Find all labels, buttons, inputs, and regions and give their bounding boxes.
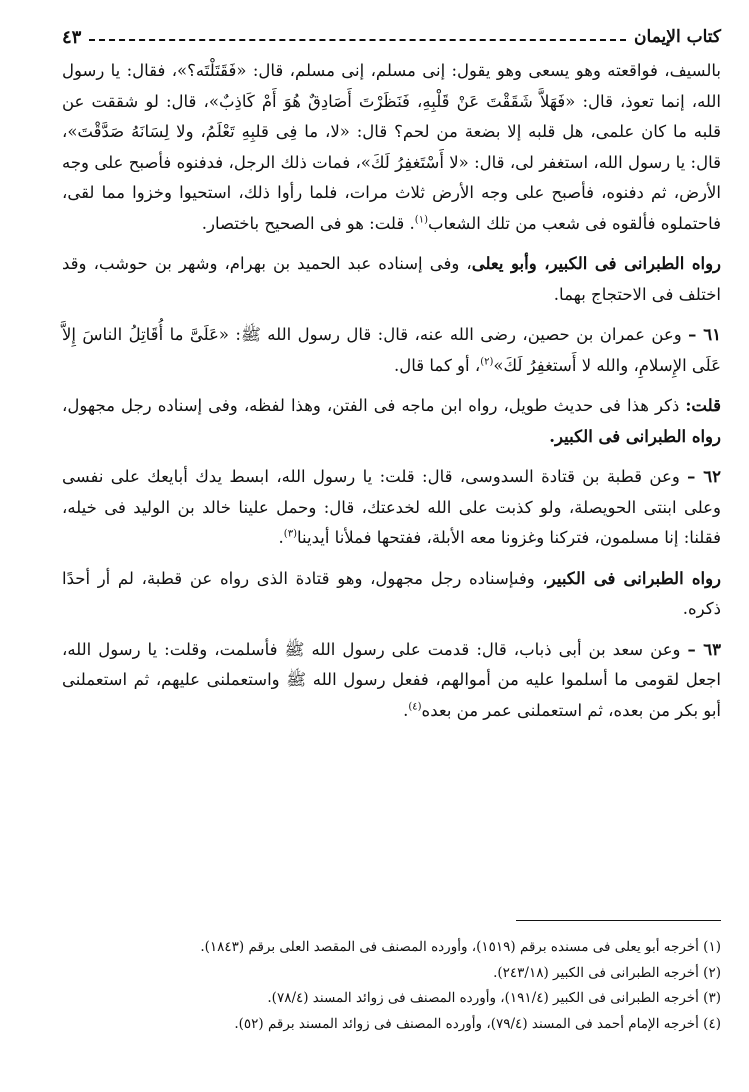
book-page (62, 22, 721, 1072)
commentary-label: قلت: (685, 396, 721, 415)
paragraph-text: وعن قطبة بن قتادة السدوسى، قال: قلت: يا رسول الله، ابسط يدك أبايعك على نفسى وعلى ابنتى الحويصلة، ولو كذبت على الله لخدعتك، قال: وحمل علينا خالد بن الوليد فى خيله، فقلنا: إنا مسلمون، فتركنا وغزونا معه الأبلة، ففتحها فملأنا أيدينا (62, 467, 721, 547)
paragraph-tail: . (278, 528, 284, 547)
paragraph-source-note (62, 564, 721, 625)
page-number: ٤٣ (62, 26, 82, 48)
hadith-number: ٦١ – (688, 325, 722, 344)
paragraph-source-note (62, 249, 721, 310)
paragraph-tail: ، أو كما قال. (394, 355, 481, 375)
book-title: كتاب الإيمان (634, 27, 721, 47)
footnote-separator (516, 920, 721, 921)
hadith-number: ٦٣ – (687, 639, 721, 659)
footnote: (٤) أخرجه الإمام أحمد فى المسند (٧٩/٤)، وأورده المصنف فى زوائد المسند برقم (٥٢). (234, 1015, 721, 1032)
running-header (62, 22, 721, 52)
footnote: (٣) أخرجه الطبرانى فى الكبير (١٩١/٤)، وأورده المصنف فى زوائد المسند (٧٨/٤). (267, 990, 721, 1006)
source-attribution: رواه الطبرانى فى الكبير، وأبو يعلى (471, 254, 722, 273)
paragraph-text: بالسيف، فواقعته وهو يسعى وهو يقول: إنى مسلم، إنى مسلم، قال: «فَقَتَلْتَه؟»، فقال: يا رسول الله، إنما تعوذ، قال: «فَهَلاَّ شَقَقْتَ عَنْ قَلْبِهِ، فَنَظَرْتَ أَصَادِقٌ هُوَ أَمْ كَاذِبٌ»، قال: لو شققت عن قلبه ما كان علمى، هل قلبه إلا بضعة من لحم؟ قال: «لا، ما فِى قلبِهِ تَعْلَمُ، ولا لِسَانَهُ صَدَّقْتَ»، قال: يا رسول الله، استغفر لى، قال: «لا أَسْتَغفِرُ لَكَ»، فمات ذلك الرجل، فدفنوه فأصبح على وجه الأرض، ثم دفنوه، فأصبح على وجه الأرض ثلاث مرات، فلما رأوا ذلك، استحيوا وخزوا مما لقى، فاحتملوه فألقوه فى شعب من تلك الشعاب (62, 61, 721, 233)
source-attribution: رواه الطبرانى فى الكبير (547, 568, 722, 588)
footnote-marker: (١) (414, 214, 428, 225)
paragraph-text: ، وفى إسناده عبد الحميد بن بهرام، وشهر بن حوشب، وقد اختلف فى الاحتجاج بهما. (62, 254, 721, 304)
footnote-marker: (٣) (283, 528, 297, 540)
header-dashed-rule (89, 39, 626, 41)
footnote-marker: (٤) (408, 701, 422, 712)
paragraph-hadith-62 (62, 462, 721, 554)
footnote-marker: (٢) (480, 356, 494, 367)
paragraph-text: وعن عمران بن حصين، رضى الله عنه، قال: قال رسول الله ﷺ: «عَلَىَّ ما أُقَاتِلُ الناسَ إِلاَّ عَلَى الإِسلامِ، والله لا أَستغفِرُ لَكَ» (62, 325, 721, 375)
paragraph-text: ذكر هذا فى حديث طويل، رواه ابن ماجه فى الفتن، وهذا لفظه، وفى إسناده رجل مجهول، (62, 396, 686, 415)
paragraph-text: وعن سعد بن أبى ذباب، قال: قدمت على رسول الله ﷺ فأسلمت، وقلت: يا رسول الله، اجعل لقومى ما أسلموا عليه من أموالهم، ففعل رسول الله ﷺ واستعملنى عليهم، ثم استعملنى أبو بكر من بعده، ثم استعملنى عمر من بعده (62, 639, 721, 720)
paragraph-tail: . قلت: هو فى الصحيح باختصار. (201, 213, 415, 233)
footnote: (١) أخرجه أبو يعلى فى مسنده برقم (١٥١٩)، وأورده المصنف فى المقصد العلى برقم (١٨٤٣). (200, 939, 721, 955)
paragraph-hadith-61 (62, 320, 721, 381)
hadith-number: ٦٢ – (687, 467, 721, 486)
paragraph-text: ، وفىإسناده رجل مجهول، وهو قتادة الذى رواه عن قطبة، لم أر أحدًا ذكره. (62, 568, 721, 618)
paragraph-hadith-63 (62, 635, 721, 727)
body-text (62, 56, 721, 726)
paragraph-hadith-continuation (62, 56, 721, 239)
footnotes-section (62, 920, 721, 1037)
source-attribution: رواه الطبرانى فى الكبير. (549, 426, 721, 446)
paragraph-tail: . (403, 700, 409, 720)
footnote: (٢) أخرجه الطبرانى فى الكبير (٢٤٣/١٨). (493, 964, 721, 981)
paragraph-commentary (62, 391, 721, 452)
